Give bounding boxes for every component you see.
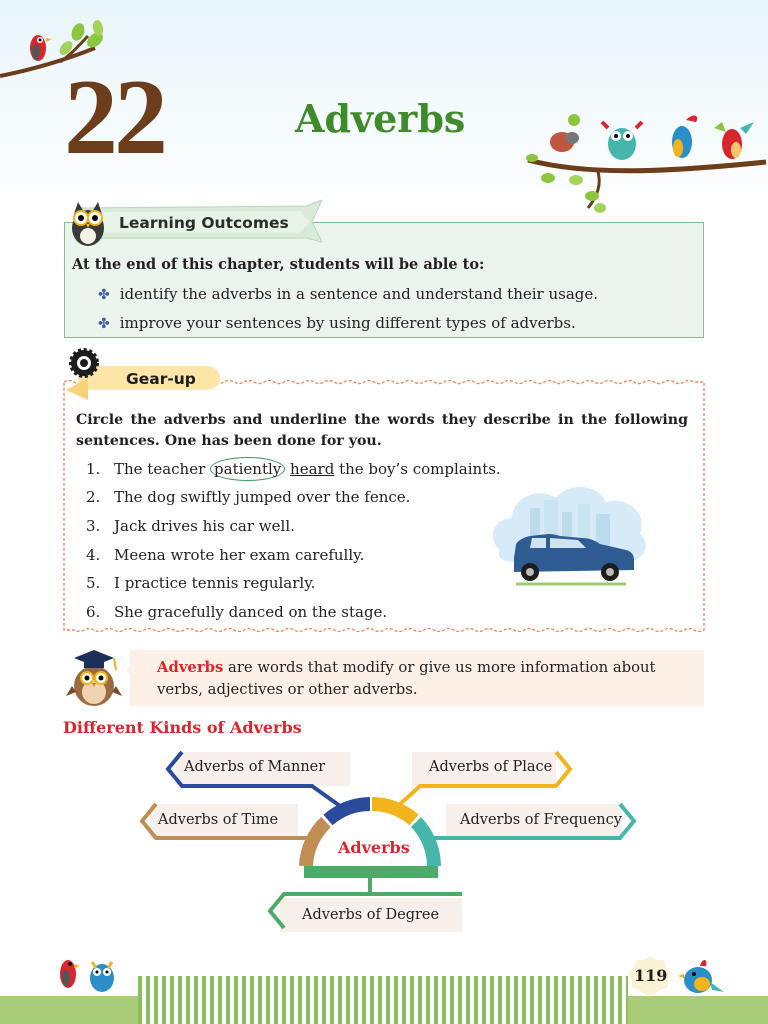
sentence-text: Meena wrote her exam carefully. <box>114 546 365 564</box>
sentence-text-start: The teacher <box>114 460 211 478</box>
exercise-sentence <box>86 603 387 621</box>
bird-footer-right-illustration <box>676 952 728 1000</box>
definition-term: Adverbs <box>157 659 224 676</box>
sentence-text: The dog swiftly jumped over the fence. <box>114 488 411 506</box>
kind-place-label: Adverbs of Place <box>429 759 553 775</box>
chapter-title: Adverbs <box>295 96 466 141</box>
sentence-text: Jack drives his car well. <box>114 517 295 535</box>
birds-footer-left-illustration <box>50 950 122 998</box>
owl-graduate-icon <box>62 646 128 708</box>
kind-time-label: Adverbs of Time <box>158 812 279 828</box>
kind-frequency-label: Adverbs of Frequency <box>460 812 622 828</box>
page-number: 119 <box>634 966 668 985</box>
sentence-text: I practice tennis regularly. <box>114 574 316 592</box>
diagram-center-label: Adverbs <box>338 838 410 857</box>
gear-icon <box>68 347 100 379</box>
sentence-number: 6. <box>86 603 101 621</box>
exercise-sentence <box>86 517 295 535</box>
learning-outcomes-intro: At the end of this chapter, students will be able to: <box>72 256 485 273</box>
exercise-sentence <box>86 574 315 592</box>
outcome-item <box>98 285 598 303</box>
learning-outcomes-heading: Learning Outcomes <box>119 214 289 232</box>
birds-on-branch-illustration <box>518 108 768 220</box>
definition-body: are words that modify or give us more information about verbs, adjectives or other adverbs. <box>157 659 656 698</box>
sentence-text: She gracefully danced on the stage. <box>114 603 388 621</box>
sentence-number: 2. <box>86 488 101 506</box>
exercise-sentence <box>86 488 410 506</box>
outcome-text: identify the adverbs in a sentence and understand their usage. <box>119 285 599 303</box>
chapter-number: 22 <box>64 58 164 177</box>
kind-manner-label: Adverbs of Manner <box>184 759 326 775</box>
sentence-number: 1. <box>86 460 101 478</box>
outcome-text: improve your sentences by using different types of adverbs. <box>119 314 576 332</box>
cross-bullet-icon: ✤ <box>98 316 110 332</box>
kind-degree-label: Adverbs of Degree <box>302 907 440 923</box>
gear-up-instruction: Circle the adverbs and underline the words they describe in the following sentences. One has been done for you. <box>76 412 688 449</box>
example-sentence <box>86 460 501 478</box>
section-heading: Different Kinds of Adverbs <box>63 718 302 737</box>
speech-pointer <box>126 660 136 680</box>
car-illustration <box>486 478 652 588</box>
sentence-number: 5. <box>86 574 101 592</box>
definition-text <box>157 657 702 701</box>
underlined-word: heard <box>290 460 335 478</box>
sentence-number: 4. <box>86 546 101 564</box>
gear-up-heading: Gear-up <box>126 370 196 388</box>
cross-bullet-icon: ✤ <box>98 287 110 303</box>
outcome-item <box>98 314 576 332</box>
sentence-text-end: the boy’s complaints. <box>334 460 501 478</box>
footer-stripes <box>138 976 628 1024</box>
owl-icon <box>66 198 110 248</box>
exercise-sentence <box>86 546 364 564</box>
sentence-number: 3. <box>86 517 101 535</box>
circled-adverb: patiently <box>210 457 285 481</box>
